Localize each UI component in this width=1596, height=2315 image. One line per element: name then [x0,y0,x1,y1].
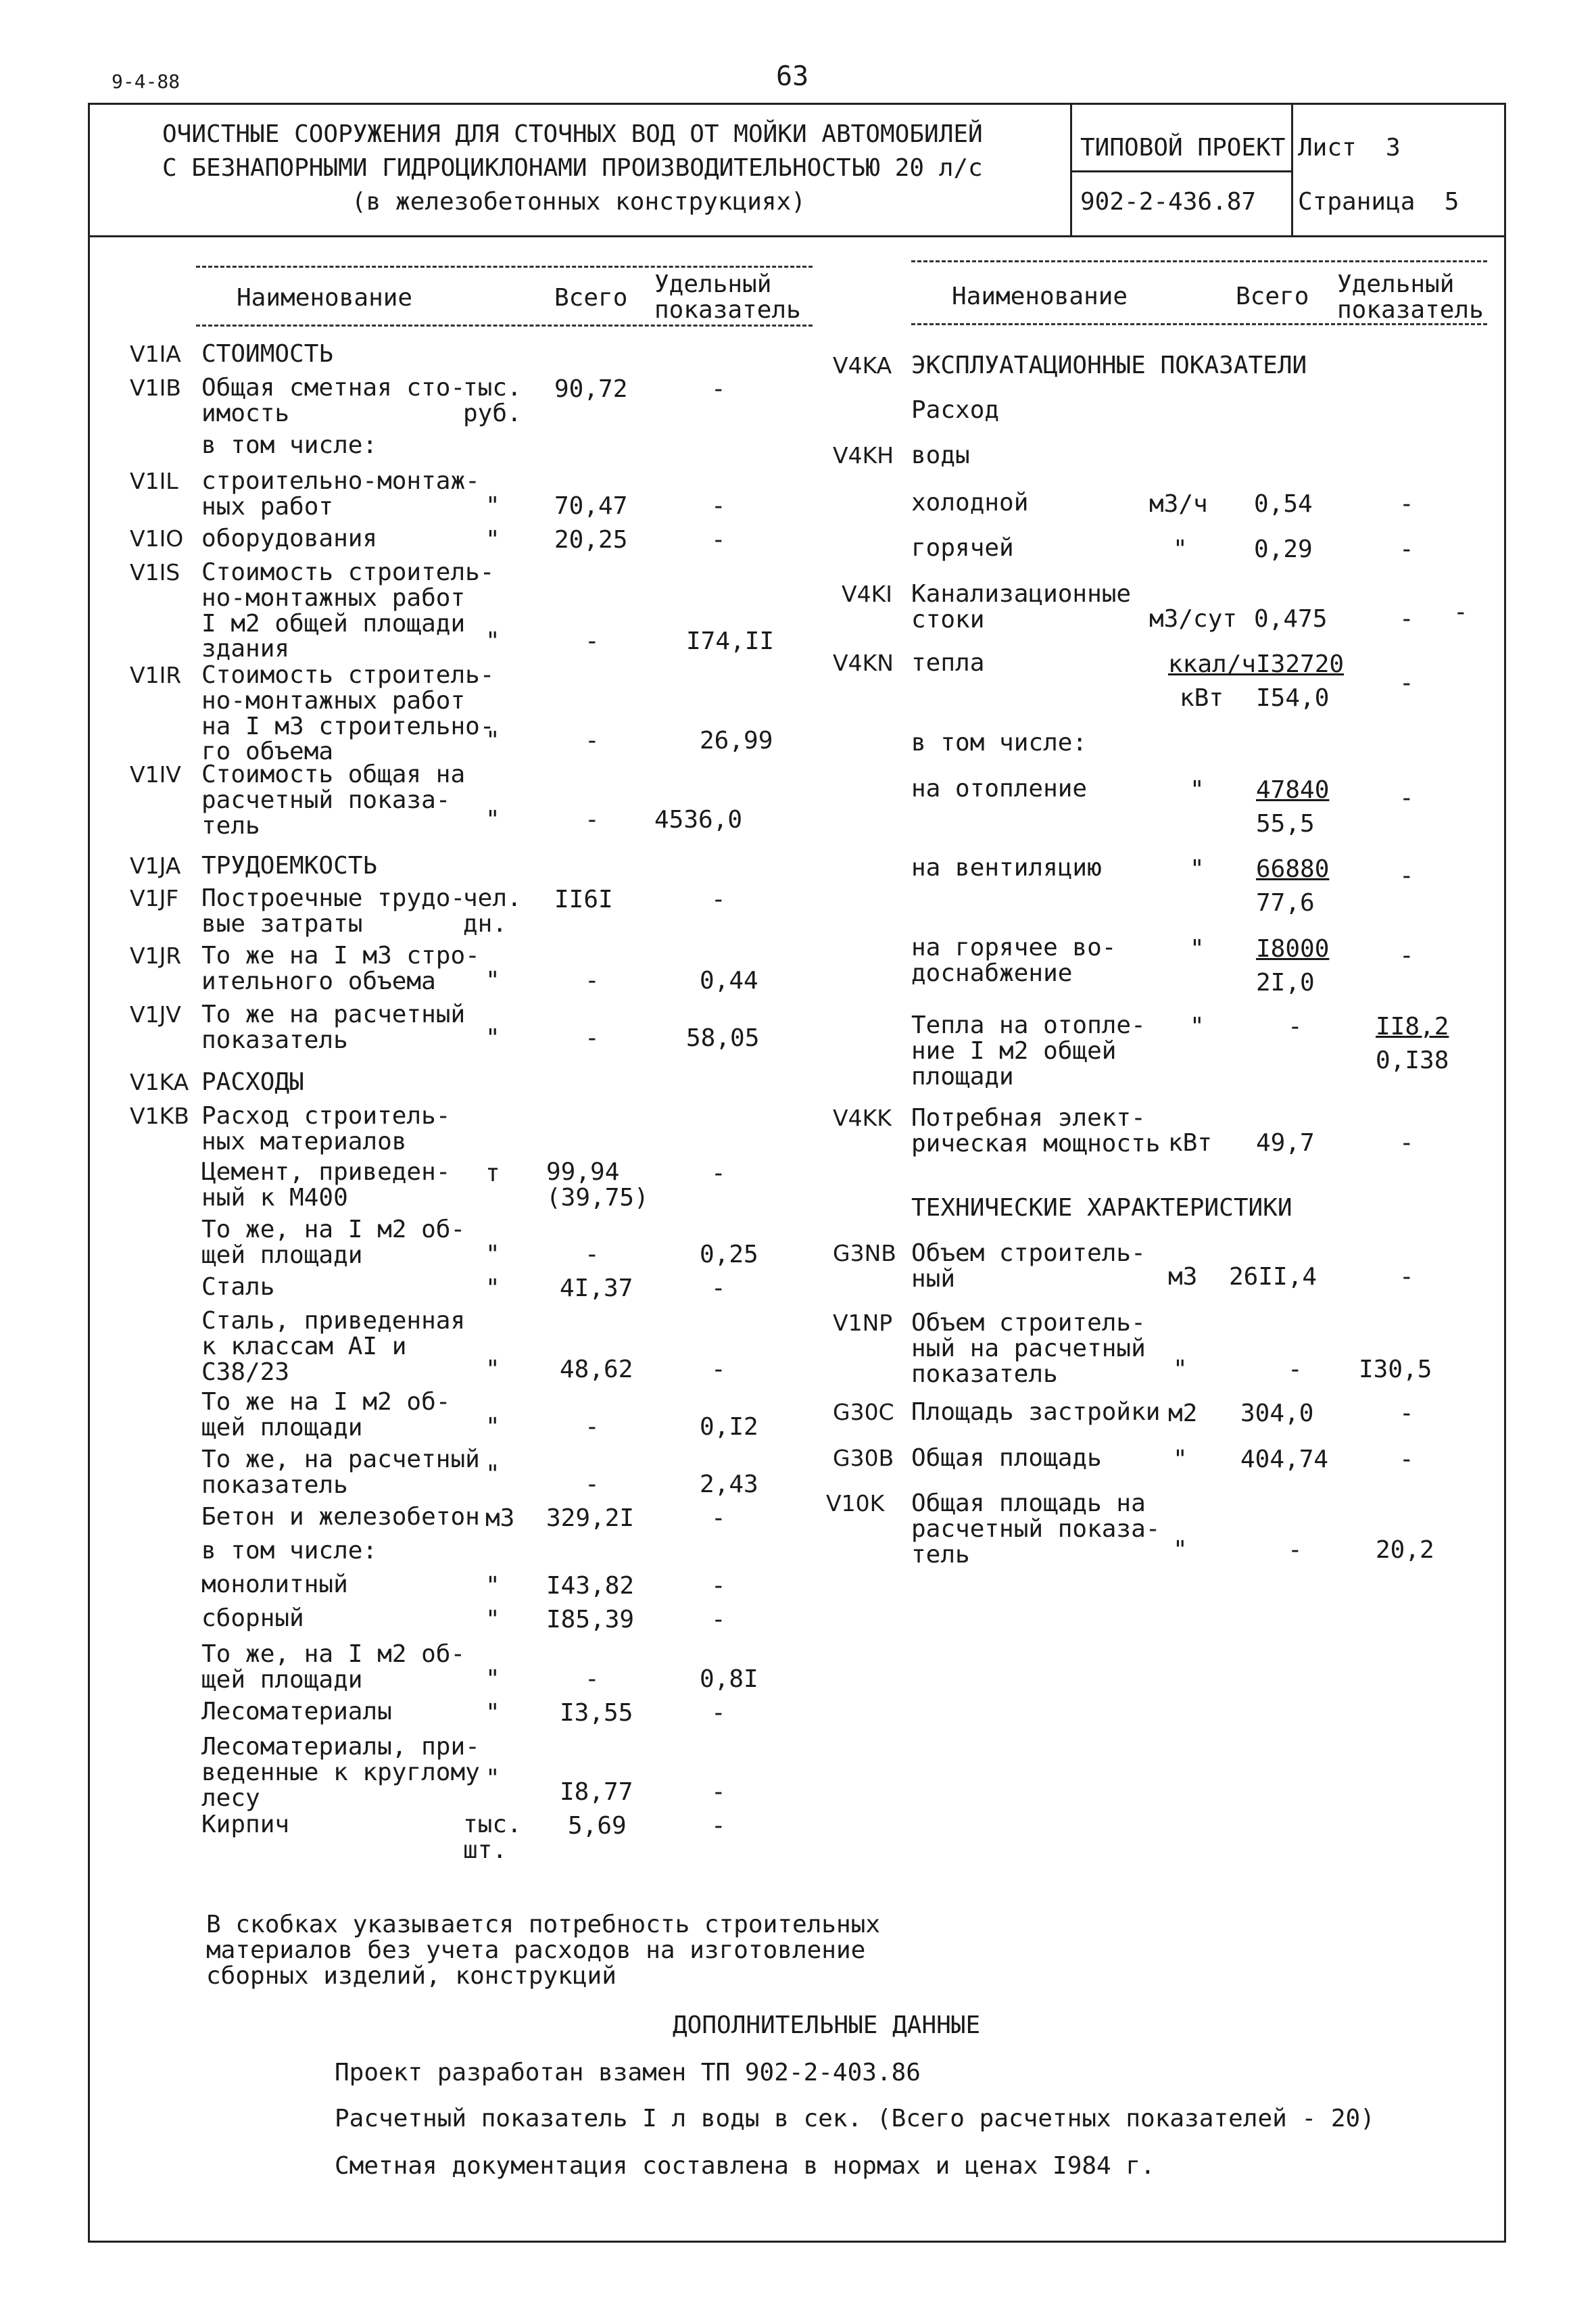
row-total: 70,47 [554,492,628,520]
row-total: - [1288,1013,1303,1041]
title-block-divider [88,235,1506,237]
row-spec: - [1399,1400,1414,1427]
row-spec: 4536,0 [654,806,743,834]
row-spec: I74,II [686,627,775,655]
row-total: I8,77 [560,1778,633,1806]
row-unit: т [485,1160,500,1187]
row-spec: - [1399,1263,1414,1291]
row-unit: " [485,806,500,834]
row-total: - [585,1413,600,1441]
row-total: - [585,1471,600,1498]
row-name: в том числе: [201,431,378,459]
row-total: I3,55 [560,1699,633,1727]
row-total-primary: 66880 [1256,855,1330,883]
row-name: Бетон и железобетон [201,1503,480,1531]
row-name: То же, на I м2 об- щей площади [201,1640,466,1694]
row-total: 49,7 [1256,1129,1315,1157]
row-unit: чел. дн. [463,884,522,938]
row-total-secondary: 2I,0 [1256,969,1315,997]
row-code: V1JF [130,885,179,911]
row-unit-secondary: кВт [1180,684,1224,712]
row-code: G3NB [833,1240,896,1266]
page-number: 63 [776,61,809,92]
row-total-primary: 47840 [1256,776,1330,804]
row-spec: - [711,1160,726,1187]
row-spec: - [711,1812,726,1840]
row-name: То же, на I м2 об- щей площади [201,1216,466,1269]
row-spec: - [1399,535,1414,563]
row-total-secondary: 77,6 [1256,889,1315,917]
row-unit: " [485,1572,500,1600]
row-total: II6I [554,886,613,913]
row-unit: м2 [1168,1400,1198,1427]
row-total: 26II,4 [1229,1263,1317,1291]
right-header-rule-top [911,260,1487,262]
row-name: Тепла на отопле- ние I м2 общей площади [911,1011,1146,1091]
row-spec: 0,I2 [700,1413,758,1441]
row-spec: - [711,886,726,913]
row-code: V1IL [130,468,178,494]
row-unit: м3/сут [1149,605,1238,633]
row-code: V4KI [842,581,892,607]
row-name: Лесоматериалы [201,1698,392,1725]
row-total: 20,25 [554,526,628,554]
row-name: Стоимость общая на расчетный показа- тель [201,761,466,840]
row-total: - [1288,1536,1303,1564]
row-unit: " [1190,935,1205,963]
row-name: холодной [911,489,1029,517]
row-spec: - [1399,1446,1414,1473]
page-label: Страница 5 [1298,188,1459,216]
row-unit: тыс. руб. [463,374,522,427]
row-name: Общая площадь на расчетный показа- тель [911,1489,1161,1569]
row-name: Объем строитель- ный [911,1239,1146,1293]
row-unit: " [485,1241,500,1268]
row-name: Площадь застройки [911,1398,1161,1426]
row-unit: " [485,967,500,995]
row-code: V10K [826,1490,885,1517]
row-spec: - [711,1274,726,1302]
section-heading: ТРУДОЕМКОСТЬ [201,852,378,880]
row-name: Общая площадь [911,1444,1102,1472]
row-total: I85,39 [546,1606,635,1633]
row-unit: " [1173,1536,1188,1564]
row-unit: " [485,1274,500,1302]
row-total-primary: I32720 [1256,650,1345,678]
row-name: оборудования [201,525,378,552]
row-name: То же на I м3 стро- ительного объема [201,942,480,995]
row-total-secondary: 55,5 [1256,810,1315,838]
row-unit: м3 [1168,1263,1198,1291]
row-unit: " [485,1699,500,1727]
row-total: - [585,1665,600,1693]
row-unit: " [485,1413,500,1441]
row-code: V1KA [130,1069,189,1095]
row-spec: - [1399,605,1414,633]
row-unit: " [1190,776,1205,804]
row-spec: 20,2 [1376,1536,1434,1564]
row-name: То же, на расчетный показатель [201,1446,480,1499]
row-total: - [585,1241,600,1268]
row-code: V1IB [130,375,181,401]
row-unit: " [485,1024,500,1052]
row-code: V1NP [833,1310,893,1336]
row-code: V1IS [130,559,180,586]
sheet-number: Лист 3 [1298,134,1401,162]
right-header-name: Наименование [952,283,1128,310]
row-spec: 2,43 [700,1471,758,1498]
row-name: Расход строитель- ных материалов [201,1102,451,1155]
row-spec: - [711,1778,726,1806]
row-total: 48,62 [560,1356,633,1383]
row-total: 329,2I [546,1504,635,1532]
row-code: V4KA [833,352,892,379]
row-unit: " [1190,855,1205,883]
row-code: V1IR [130,662,182,688]
row-spec: - [1399,862,1414,890]
row-unit: " [485,1765,500,1792]
row-spec: - [711,492,726,520]
row-name: Сталь, приведенная к классам АI и С38/23 [201,1307,466,1386]
row-spec: - [711,1356,726,1383]
section-heading: ТЕХНИЧЕСКИЕ ХАРАКТЕРИСТИКИ [911,1194,1292,1222]
row-total: 90,72 [554,375,628,403]
row-code: V1IV [130,761,181,788]
row-name: сборный [201,1604,304,1632]
row-total: - [585,727,600,755]
row-unit: кВт [1168,1129,1213,1157]
row-total: 0,475 [1254,605,1328,633]
row-total: 5,69 [568,1812,627,1840]
project-number: 902-2-436.87 [1080,188,1257,216]
title-block-vline-1 [1070,103,1072,235]
row-spec: - [1399,942,1414,970]
row-name: тепла [911,649,985,677]
right-header-specific-2: показатель [1337,296,1484,324]
row-total: 99,94 (39,75) [546,1158,649,1212]
row-extra-mark: - [1453,598,1468,626]
section-heading: ЭКСПЛУАТАЦИОННЫЕ ПОКАЗАТЕЛИ [911,352,1307,379]
row-name: строительно-монтаж- ных работ [201,467,480,521]
row-spec: - [1399,784,1414,812]
section-heading: СТОИМОСТЬ [201,340,334,368]
row-code: V1JV [130,1001,181,1028]
row-spec: 0,44 [700,967,758,995]
left-header-name: Наименование [237,284,413,312]
row-total-secondary: I54,0 [1256,684,1330,712]
title-line-3: (в железобетонных конструкциях) [352,188,806,216]
row-name: То же на I м2 об- щей площади [201,1388,451,1441]
row-name: Кирпич [201,1811,290,1838]
row-total: 0,54 [1254,490,1313,518]
row-total: 4I,37 [560,1274,633,1302]
row-spec: - [1399,669,1414,697]
right-header-rule-bottom [911,323,1487,325]
row-name: То же на расчетный показатель [201,1001,466,1054]
row-unit-primary: ккал/ч [1168,650,1257,678]
row-spec: - [711,1606,726,1633]
row-code: V1KB [130,1103,189,1129]
row-unit: " [1173,535,1188,563]
row-code: V1IA [130,341,181,367]
row-unit: " [485,526,500,554]
row-name: на отопление [911,775,1088,803]
row-spec-primary: II8,2 [1376,1013,1449,1041]
row-spec-secondary: 0,I38 [1376,1047,1449,1074]
title-line-2: С БЕЗНАПОРНЫМИ ГИДРОЦИКЛОНАМИ ПРОИЗВОДИТЕЛЬНОСТЬЮ 20 л/с [162,154,983,182]
row-unit: тыс. шт. [463,1811,522,1864]
row-total: - [585,1024,600,1052]
row-name: Расход [911,396,1000,424]
title-block-vline-2 [1291,103,1293,235]
document-code: 9-4-88 [112,70,180,93]
row-code: V4KN [833,650,894,676]
row-unit: м3 [485,1504,515,1532]
row-spec: - [711,375,726,403]
row-total: I43,82 [546,1572,635,1600]
row-total: - [1288,1356,1303,1383]
row-name: монолитный [201,1571,348,1598]
row-total: 404,74 [1240,1446,1329,1473]
row-unit: " [485,627,500,655]
row-unit: " [485,1356,500,1383]
row-name: Объем строитель- ный на расчетный показатель [911,1309,1146,1388]
additional-line-3: Сметная документация составлена в нормах и ценах I984 г. [335,2152,1155,2180]
additional-line-2: Расчетный показатель I л воды в сек. (Всего расчетных показателей - 20) [335,2105,1375,2132]
row-code: G30B [833,1445,894,1471]
row-name: Потребная элект- рическая мощность [911,1104,1161,1158]
left-header-rule-bottom [196,325,813,327]
row-name: на горячее во- доснабжение [911,934,1117,987]
row-code: V1JA [130,853,181,879]
row-name: Стоимость строитель- но-монтажных работ на I м3 строительно- го объема [201,661,495,766]
row-name: Построечные трудо- вые затраты [201,884,466,938]
row-name: Цемент, приведен- ный к М400 [201,1158,451,1212]
title-block-hline [1070,170,1291,172]
left-header-specific-2: показатель [654,296,801,324]
title-line-1: ОЧИСТНЫЕ СООРУЖЕНИЯ ДЛЯ СТОЧНЫХ ВОД ОТ МОЙКИ АВТОМОБИЛЕЙ [162,120,983,148]
additional-line-1: Проект разработан взамен ТП 902-2-403.86 [335,2059,921,2086]
row-total: - [585,806,600,834]
row-name: Канализационные стоки [911,580,1132,634]
row-name: в том числе: [911,729,1088,757]
row-code: V4KH [833,442,894,469]
row-spec: - [711,526,726,554]
row-spec: 0,25 [700,1241,758,1268]
row-spec: - [1399,1129,1414,1157]
row-spec: - [1399,490,1414,518]
row-name: Стоимость строитель- но-монтажных работ I м2 общей площади здания [201,558,495,663]
additional-heading: ДОПОЛНИТЕЛЬНЫЕ ДАННЫЕ [673,2011,981,2039]
row-name: в том числе: [201,1537,378,1565]
left-header-total: Всего [554,284,628,312]
row-name: на вентиляцию [911,854,1102,882]
row-unit: " [485,1606,500,1633]
right-header-total: Всего [1236,283,1309,310]
right-header-specific-1: Удельный [1337,270,1455,298]
left-header-specific-1: Удельный [654,270,772,298]
row-unit: " [485,1665,500,1693]
row-code: V4KK [833,1105,892,1131]
row-total: - [585,967,600,995]
row-spec: 0,8I [700,1665,758,1693]
row-total: 0,29 [1254,535,1313,563]
row-unit: " [485,1460,500,1488]
row-name: горячей [911,534,1014,562]
row-code: V1IO [130,525,184,552]
row-name: Общая сметная сто- имость [201,374,466,427]
row-unit: " [485,727,500,755]
section-heading: РАСХОДЫ [201,1068,304,1096]
row-unit: " [1190,1013,1205,1041]
row-unit: м3/ч [1149,490,1208,518]
row-name: Сталь [201,1273,275,1301]
row-unit: " [1173,1446,1188,1473]
row-spec: - [711,1572,726,1600]
row-spec: - [711,1504,726,1532]
row-code: V1JR [130,942,182,969]
row-spec: - [711,1699,726,1727]
row-code: G30C [833,1399,894,1425]
row-total-primary: I8000 [1256,935,1330,963]
project-label: ТИПОВОЙ ПРОЕКТ [1080,134,1286,162]
row-total: - [585,627,600,655]
footnote: В скобках указывается потребность строительных материалов без учета расходов на изготовление сборных изделий, конструкций [206,1911,880,1990]
row-name: воды [911,441,970,469]
row-spec: 58,05 [686,1024,760,1052]
row-spec: I30,5 [1359,1356,1432,1383]
left-header-rule-top [196,266,813,268]
row-total: 304,0 [1240,1400,1314,1427]
row-spec: 26,99 [700,727,773,755]
row-unit: " [485,492,500,520]
row-unit: " [1173,1356,1188,1383]
row-name: Лесоматериалы, при- веденные к круглому лесу [201,1733,480,1812]
